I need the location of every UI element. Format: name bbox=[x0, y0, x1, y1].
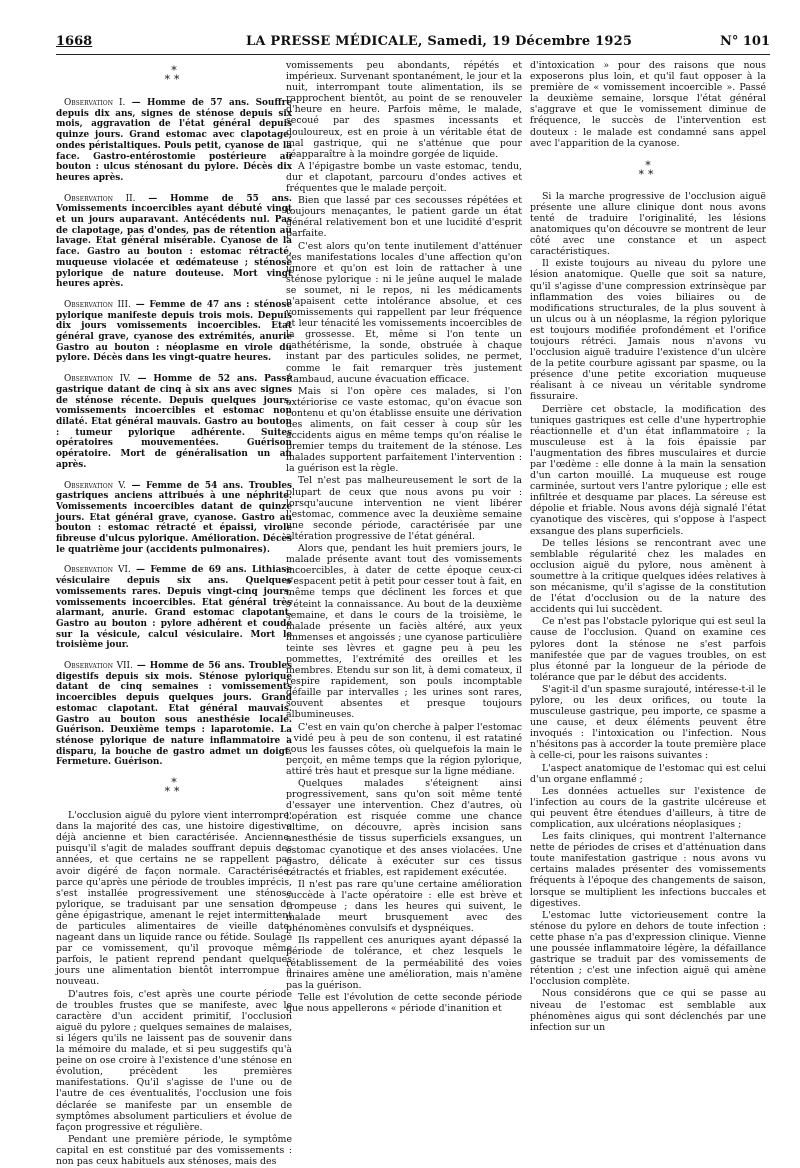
observation-2: Observation II. — Homme de 55 ans. Vomissements incoercibles ayant débuté vingt et un jours auparavant. Antécédents nul. Pas de clapotage, pas d'ondes, pas de rétention au lavage. Etat général misérable. Cyanose de la face. Gastro au bouton : estomac rétracté, muqueuse violacée et œdémateuse ; sténose pylorique de nature douteuse. Mort vingt heures après. bbox=[56, 193, 292, 290]
observation-7: Observation VII. — Homme de 56 ans. Troubles digestifs depuis six mois. Sténose pylorique datant de cinq semaines : vomissements incoercibles depuis quelques jours. Grand estomac clapotant. Etat général mauvais. Gastro au bouton sous anesthésie locale. Guérison. Deuxième temps : laparotomie. La sténose pylorique de nature inflammatoire a disparu, la bouche de gastro admet un doigt. Fermeture. Guérison. bbox=[56, 661, 292, 768]
page-header bbox=[56, 34, 770, 55]
body-paragraph: Telle est l'évolution de cette seconde période que nous appellerons « période d'inanition et bbox=[286, 991, 522, 1014]
column-3 bbox=[530, 60, 766, 1034]
body-paragraph: vomissements peu abondants, répétés et impérieux. Survenant spontanément, le jour et la nuit, interrompant toute alimentation, ils se rapprochent bientôt, au point de se renouveler d'heure en heure. Parfois même, le malade, secoué par des spasmes incessants et douloureux, est en proie à un véritable état de mal gastrique, qui ne s'atténue que pour réapparaître à la moindre gorgée de liquide. bbox=[286, 60, 522, 160]
body-paragraph: L'occlusion aiguë du pylore vient interrompre, dans la majorité des cas, une histoire digestive déjà ancienne et bien caractérisée. Ancienne, puisqu'il s'agit de malades souffrant depuis des années, et que certains ne se rappellent pas avoir digéré de façon normale. Caractérisée, parce qu'après une période de troubles imprécis, s'est installée progressivement une sténose pylorique, se traduisant par une sensation de gêne épigastrique, amenant le rejet intermittent de particules alimentaires de vieille date, nageant dans un liquide rance ou fétide. Soulagé par ce vomissement, qu'il provoque même parfois, le patient reprend pendant quelques jours une alimentation bientôt interrompue à nouveau. bbox=[56, 810, 292, 988]
column-1 bbox=[56, 60, 292, 1168]
issue-number: N° 101 bbox=[719, 34, 770, 49]
body-paragraph: Ils rappellent ces anuriques ayant dépassé la période de tolérance, et chez lesquels le rétablissement de la perméabilité des voies urinaires amène une amélioration, mais n'amène pas la guérison. bbox=[286, 935, 522, 991]
body-paragraph: Les données actuelles sur l'existence de l'infection au cours de la gastrite ulcéreuse et qui peuvent être étendues d'ailleurs, à titre de complication, aux ulcérations néoplasiques ; bbox=[530, 785, 766, 830]
body-paragraph: Mais si l'on opère ces malades, si l'on extériorise ce vaste estomac, qu'on évacue son contenu et qu'on établisse ensuite une dérivation des aliments, on fait cesser à coup sûr les accidents aigus en même temps qu'on réalise le premier temps du traitement de la sténose. Les malades supportent parfaitement l'intervention : la guérison est la règle. bbox=[286, 385, 522, 475]
body-paragraph: Nous considérons que ce qui se passe au niveau de l'estomac est semblable aux phénomènes aigus qui sont déclenchés par une infection sur un bbox=[530, 988, 766, 1033]
observation-1: Observation I. — Homme de 57 ans. Souffre depuis dix ans, signes de sténose depuis six mois, aggravation de l'état général depuis quinze jours. Grand estomac avec clapotage, ondes péristaltiques. Pouls petit, cyanose de la face. Gastro-entérostomie postérieure au bouton : ulcus sténosant du pylore. Décès dix heures après. bbox=[56, 98, 292, 183]
section-separator: * ** bbox=[638, 158, 658, 181]
column-2 bbox=[286, 60, 522, 1015]
body-paragraph: A l'épigastre bombe un vaste estomac, tendu, dur et clapotant, parcouru d'ondes actives et fréquentes que le malade perçoit. bbox=[286, 160, 522, 195]
body-paragraph: D'autres fois, c'est après une courte période de troubles frustes que se manifeste, avec le caractère d'un accident primitif, l'occlusion aiguë du pylore ; quelques semaines de malaises, si légers qu'ils ne laissent pas de souvenir dans la mémoire du malade, et si peu suggestifs qu'à peine on ose croire à l'existence d'une sténose en évolution, précèdent les premières manifestations. Qu'il s'agisse de l'une ou de l'autre de ces éventualités, l'occlusion une fois déclarée se manifeste par un ensemble de symptômes absolument particuliers et évolue de façon progressive et régulière. bbox=[56, 988, 292, 1133]
body-paragraph: Tel n'est pas malheureusement le sort de la plupart de ceux que nous avons pu voir : lorsqu'aucune intervention ne vient libérer l'estomac, commence avec la deuxième semaine une seconde période, caractérisée par une altération progressive de l'état général. bbox=[286, 475, 522, 542]
body-paragraph: L'estomac lutte victorieusement contre la sténose du pylore en dehors de toute infection : cette phase n'a pas d'expression clinique. Vienne une poussée inflammatoire légère, la défaillance gastrique se traduit par des vomissements de rétention ; c'est une infection aiguë qui amène l'occlusion complète. bbox=[530, 909, 766, 988]
section-separator: * ** bbox=[164, 776, 184, 799]
observation-3: Observation III. — Femme de 47 ans : sténose pylorique manifeste depuis trois mois. Depuis dix jours vomissements incoercibles. Etat général grave, cyanose des extrémités, anurie Gastro au bouton : néoplasme en virole du pylore. Décès dans les vingt-quatre heures. bbox=[56, 299, 292, 364]
observation-5: Observation V. — Femme de 54 ans. Troubles gastriques anciens attribués à une néphrite. Vomissements incoercibles datant de quinze jours. Etat général grave, cyanose. Gastro au bouton : estomac rétracté et épaissi, virole fibreuse d'ulcus pylorique. Amélioration. Décès le quatrième jour (accidents pulmonaires). bbox=[56, 480, 292, 555]
body-paragraph: Les faits cliniques, qui montrent l'alternance nette de périodes de crises et d'atténuation dans toute manifestation gastrique : nous avons vu certains malades présenter des vomissements fréquents à l'époque des changements de saison, lorsque se multiplient les infections buccales et digestives. bbox=[530, 831, 766, 909]
body-paragraph: Il n'est pas rare qu'une certaine amélioration succède à l'acte opératoire : elle est brève et trompeuse ; dans les heures qui suivent, le malade meurt brusquement avec des phénomènes convulsifs et dyspnéiques. bbox=[286, 878, 522, 935]
body-paragraph: Bien que lassé par ces secousses répétées et toujours menaçantes, le patient garde un état général relativement bon et une lucidité d'esprit parfaite. bbox=[286, 195, 522, 240]
body-paragraph: De telles lésions se rencontrant avec une semblable régularité chez les malades en occlusion aiguë du pylore, nous amènent à soumettre à la critique quelques idées relatives à son mécanisme, qu'il s'agisse de la constitution de l'état d'occlusion ou de la nature des accidents qui lui succèdent. bbox=[530, 537, 766, 616]
body-paragraph: d'intoxication » pour des raisons que nous exposerons plus loin, et qu'il faut opposer à la première de « vomissement incoercible ». Passé la deuxième semaine, lorsque l'état général s'aggrave et que le vomissement diminue de fréquence, le succès de l'intervention est douteux : le malade est condamné sans appel avec l'apparition de la cyanose. bbox=[530, 60, 766, 149]
body-paragraph: C'est en vain qu'on cherche à palper l'estomac : vidé peu à peu de son contenu, il est ratatiné sous les fausses côtes, où quelquefois la main le perçoit, en même temps que la région pylorique, attiré très haut et presque sur la ligne médiane. bbox=[286, 721, 522, 777]
body-paragraph: Pendant une première période, le symptôme capital en est constitué par des vomissements : non pas ceux habituels aux sténoses, mais des bbox=[56, 1133, 292, 1167]
body-paragraph: Il existe toujours au niveau du pylore une lésion anatomique. Quelle que soit sa nature, qu'il s'agisse d'une compression extrinsèque par inflammation des voies biliaires ou de modifications structurales, de la plus souvent à un ulcus ou à un néoplasme, la région pylorique est toujours modifiée profondément et l'orifice toujours rétréci. Jamais nous n'avons vu l'occlusion aiguë traduire l'existence d'un ulcère de la petite courbure agissant par spasme, ou la présence d'une petite excoriation muqueuse réalisant à ce niveau un véritable syndrome fissuraire. bbox=[530, 258, 766, 403]
body-paragraph: Quelques malades s'éteignent ainsi progressivement, sans qu'on soit même tenté d'essayer une intervention. Chez d'autres, où l'opération est risquée comme une chance ultime, on découvre, après incision sans anesthésie de tissus superficiels exsangues, un estomac cyanotique et des anses violacées. Une gastro, délicate à exécuter sur ces tissus rétractés et friables, est rapidement exécutée. bbox=[286, 778, 522, 878]
observation-4: Observation IV. — Homme de 52 ans. Passé gastrique datant de cinq à six ans avec signes de sténose récente. Depuis quelques jours, vomissements incoercibles et estomac non dilaté. Etat général mauvais. Gastro au bouton : tumeur pylorique adhérente. Suites opératoires mouvementées. Guérison opératoire. Mort de généralisation un an après. bbox=[56, 374, 292, 470]
body-paragraph: Si la marche progressive de l'occlusion aiguë présente une allure clinique dont nous avons tenté de traduire l'originalité, les lésions anatomiques qu'on découvre se montrent de leur côté avec une constance et un aspect caractéristiques. bbox=[530, 190, 766, 258]
body-paragraph: S'agit-il d'un spasme surajouté, intéresse-t-il le pylore, ou les deux orifices, ou toute la musculeuse gastrique, peu importe, ce spasme a une cause, et deux éléments peuvent être invoqués : l'intoxication ou l'infection. Nous n'hésitons pas à accorder la toute première place à celle-ci, pour les raisons suivantes : bbox=[530, 683, 766, 762]
body-paragraph: L'aspect anatomique de l'estomac qui est celui d'un organe enflammé ; bbox=[530, 762, 766, 785]
body-paragraph: Derrière cet obstacle, la modification des tuniques gastriques est celle d'une hypertrophie réactionnelle et d'un état inflammatoire ; la musculeuse est à la fois épaissie par l'augmentation des fibres musculaires et durcie par l'œdème : elle donne à la main la sensation d'un carton mouillé. La muqueuse est rouge carminée, surtout vers l'antre pylorique ; elle est infiltrée et desquame par places. La séreuse est dépolie et friable. Nous avons déjà signalé l'état cyanotique des viscères, qui s'oppose à l'aspect exsangue des plans superficiels. bbox=[530, 403, 766, 537]
body-paragraph: C'est alors qu'on tente inutilement d'atténuer ces manifestations locales d'une affection qu'on ignore et qu'on est loin de rattacher à une sténose pylorique : ni le jeûne auquel le malade se soumet, ni le repos, ni les médicaments n'apaisent cette intolérance absolue, et ces vomissements qui rappellent par leur fréquence et leur ténacité les vomissements incoercibles de la grossesse. Et, même si l'on tente un cathétérisme, la sonde, obstruée à chaque instant par des particules solides, ne permet, comme le fait remarquer très justement Rambaud, aucune évacuation efficace. bbox=[286, 240, 522, 385]
section-separator: * ** bbox=[164, 64, 184, 86]
page-number: 1668 bbox=[56, 34, 93, 49]
observation-6: Observation VI. — Femme de 69 ans. Lithiase vésiculaire depuis six ans. Quelques vomissements rares. Depuis vingt-cinq jours, vomissements incoercibles. Etat général très alarmant, anurie. Grand estomac clapotant. Gastro au bouton : pylore adhérent et coudé sur la vésicule, calcul vésiculaire. Mort le troisième jour. bbox=[56, 565, 292, 651]
body-paragraph: Alors que, pendant les huit premiers jours, le malade présente avant tout des vomissements incoercibles, à dater de cette époque ceux-ci s'espacent petit à petit pour cesser tout à fait, en même temps que déclinent les forces et que s'éteint la connaissance. Au bout de la deuxième semaine, et dans le cours de la troisième, le malade présente un faciès altéré, aux yeux immenses et angoissés ; une cyanose particulière teinte ses lèvres et gagne peu à peu les pommettes, l'extrémité des oreilles et les membres. Etendu sur son lit, à demi comateux, il respire rapidement, son pouls incomptable défaille par intervalles ; les urines sont rares, souvent absentes et presque toujours albumineuses. bbox=[286, 543, 522, 721]
journal-title: LA PRESSE MÉDICALE, Samedi, 19 Décembre 1925 bbox=[246, 34, 633, 49]
body-paragraph: Ce n'est pas l'obstacle pylorique qui est seul la cause de l'occlusion. Quand on examine ces pylores dont la sténose ne s'est parfois manifestée que par de vagues troubles, on est plus étonné par la longueur de la période de tolérance que par le début des accidents. bbox=[530, 616, 766, 683]
